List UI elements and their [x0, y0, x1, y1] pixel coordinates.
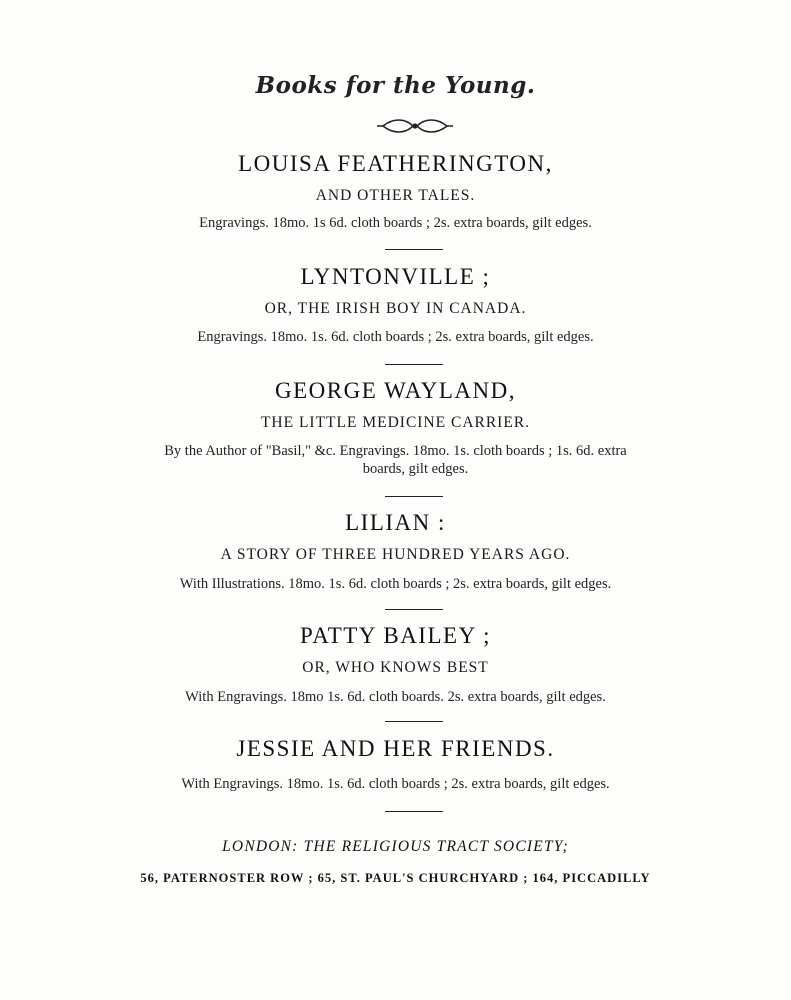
- book-title: LOUISA FEATHERINGTON,: [238, 151, 553, 176]
- book-entry-louisa-featherington: [0, 150, 791, 232]
- book-details: By the Author of "Basil," &c. Engravings. 18mo. 1s. cloth boards ; 1s. 6d. extra: [164, 443, 627, 459]
- book-subtitle: OR, WHO KNOWS BEST: [302, 659, 489, 676]
- section-divider: [385, 811, 443, 812]
- section-divider: [385, 249, 443, 250]
- book-entry-lilian: [0, 509, 791, 593]
- book-title: PATTY BAILEY ;: [300, 623, 491, 648]
- book-entry-patty-bailey: [0, 622, 791, 706]
- book-title: GEORGE WAYLAND,: [275, 378, 516, 403]
- section-divider: [385, 609, 443, 610]
- book-details: With Illustrations. 18mo. 1s. 6d. cloth boards ; 2s. extra boards, gilt edges.: [179, 576, 612, 592]
- book-details: With Engravings. 18mo. 1s. 6d. cloth boards ; 2s. extra boards, gilt edges.: [181, 776, 610, 792]
- book-subtitle: AND OTHER TALES.: [315, 187, 476, 204]
- book-details: With Engravings. 18mo 1s. 6d. cloth boards. 2s. extra boards, gilt edges.: [185, 689, 606, 705]
- book-details-continued: boards, gilt edges.: [362, 461, 469, 477]
- book-entry-george-wayland: [0, 377, 791, 478]
- page-header: Books for the Young.: [255, 72, 536, 99]
- section-divider: [385, 496, 443, 497]
- book-details: Engravings. 18mo. 1s. 6d. cloth boards ; 2s. extra boards, gilt edges.: [197, 329, 594, 345]
- section-divider: [385, 721, 443, 722]
- book-title: JESSIE AND HER FRIENDS.: [236, 736, 555, 761]
- publisher-imprint: LONDON: THE RELIGIOUS TRACT SOCIETY;: [222, 838, 569, 855]
- book-details: Engravings. 18mo. 1s 6d. cloth boards ; 2s. extra boards, gilt edges.: [199, 215, 592, 231]
- book-entry-lyntonville: [0, 263, 791, 346]
- book-title: LILIAN :: [345, 510, 446, 535]
- book-subtitle: THE LITTLE MEDICINE CARRIER.: [260, 414, 531, 431]
- book-entry-jessie-and-her-friends: [0, 735, 791, 793]
- book-subtitle: A STORY OF THREE HUNDRED YEARS AGO.: [220, 546, 571, 563]
- book-subtitle: OR, THE IRISH BOY IN CANADA.: [264, 300, 527, 317]
- publisher-address: 56, PATERNOSTER ROW ; 65, ST. PAUL'S CHURCHYARD ; 164, PICCADILLY: [140, 871, 651, 885]
- fleuron-ornament-icon: [375, 116, 455, 136]
- section-divider: [385, 364, 443, 365]
- book-title: LYNTONVILLE ;: [300, 264, 491, 289]
